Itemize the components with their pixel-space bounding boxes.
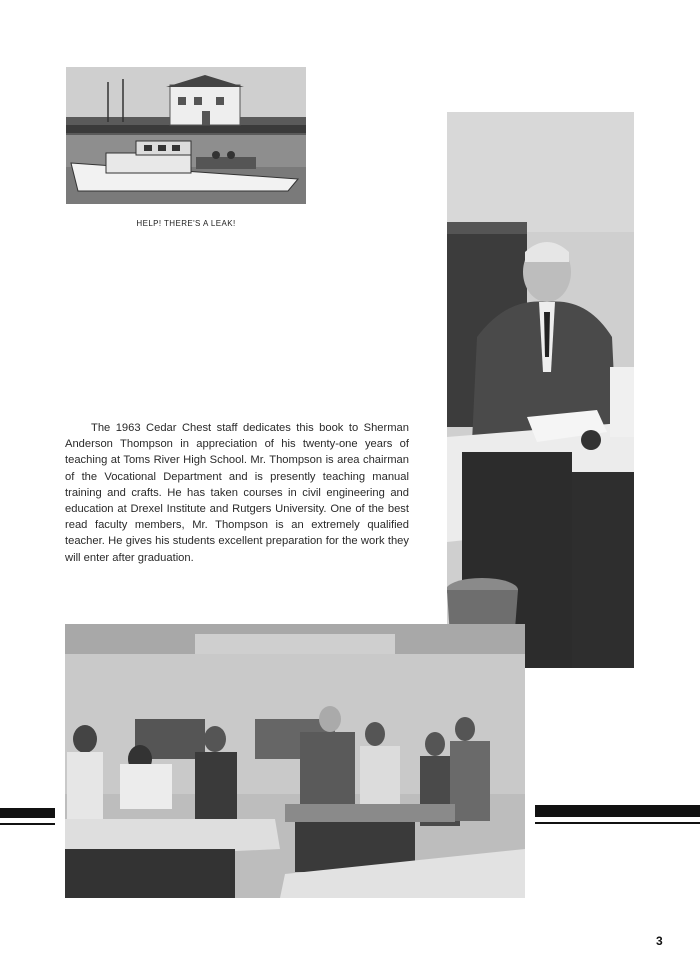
photo-caption: HELP! THERE'S A LEAK! [136, 219, 236, 228]
left-divider-rule [0, 808, 55, 818]
teacher-portrait-photo [447, 112, 634, 668]
left-divider-thin-rule [0, 823, 55, 825]
page-number: 3 [656, 934, 663, 948]
dedication-paragraph: The 1963 Cedar Chest staff dedicates this book to Sherman Anderson Thompson in appreciation of his twenty-one years of teaching at Toms River High School. Mr. Thompson is area chairman of the Vocational Department and is presently teaching manual training and crafts. He has taken courses in civil engineering and education at Drexel Institute and Rutgers University. One of the best read faculty members, Mr. Thompson is an extremely qualified teacher. He gives his students excellent preparation for the work they will enter after graduation. [65, 422, 409, 564]
boat-photo [66, 67, 306, 204]
shop-class-photo [65, 624, 525, 898]
right-divider-thin-rule [535, 822, 700, 824]
right-divider-rule [535, 805, 700, 817]
